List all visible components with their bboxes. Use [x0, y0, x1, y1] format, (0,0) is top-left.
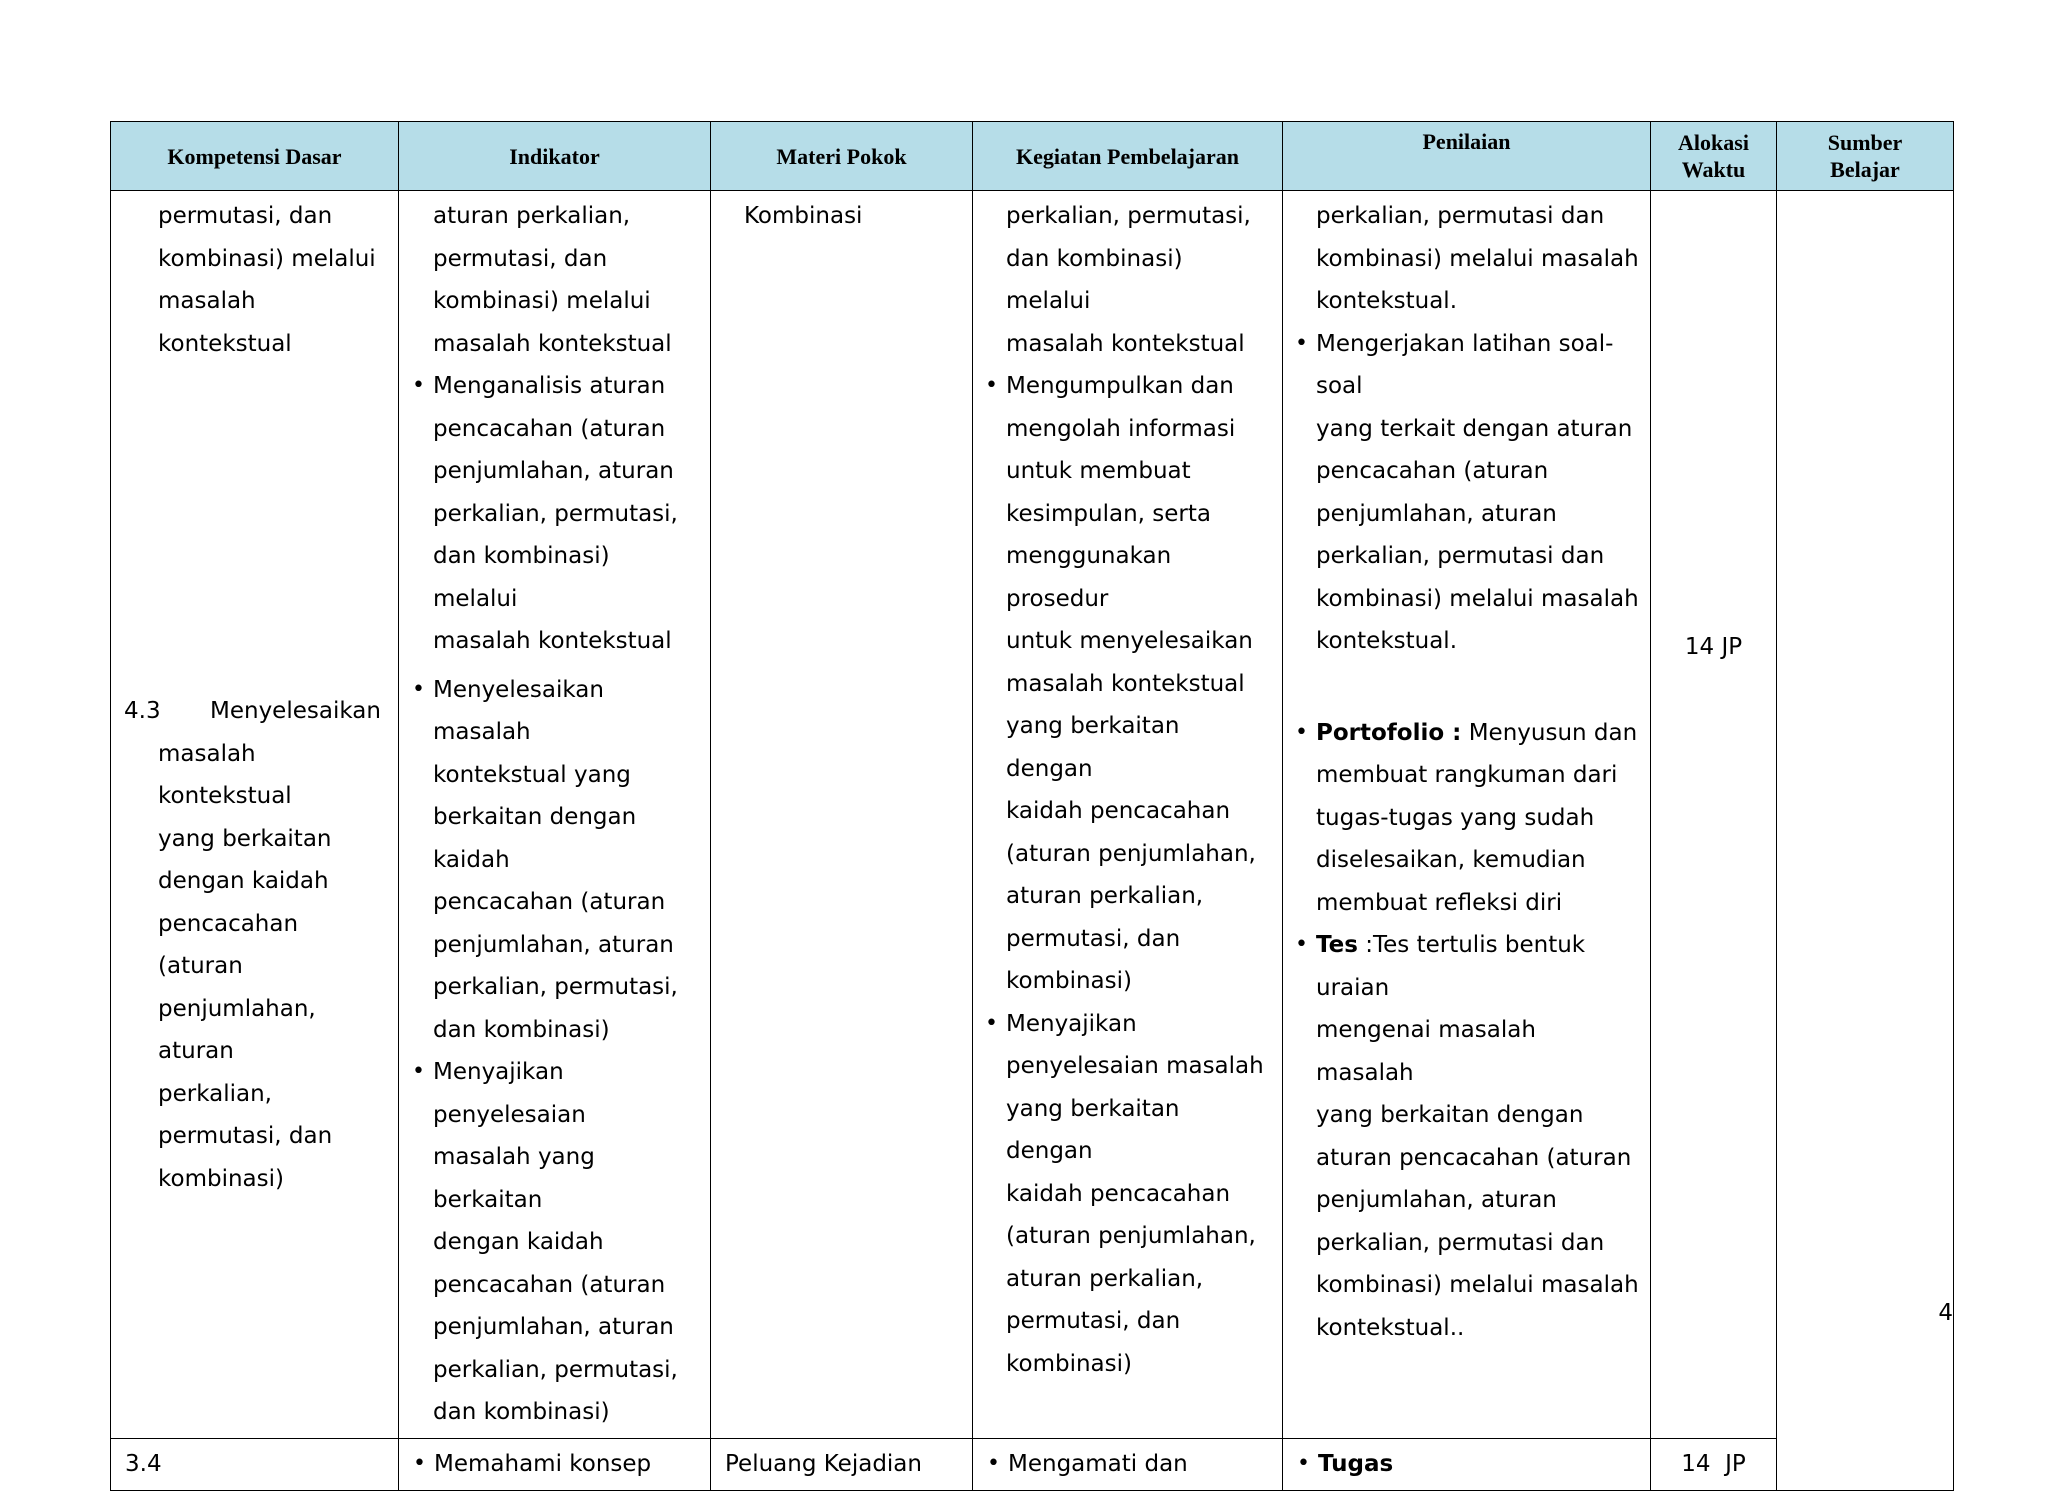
- pen-line: perkalian, permutasi dan: [1316, 1229, 1605, 1256]
- ind-line: pencacahan (aturan: [433, 1271, 666, 1298]
- keg-line: penyelesaian masalah: [1006, 1053, 1264, 1079]
- list-item: [1295, 924, 1640, 1349]
- keg-bullet-list: [985, 365, 1272, 1385]
- header-sumber-belajar: [1777, 122, 1954, 191]
- keg-line: yang berkaitan dengan: [1006, 713, 1180, 782]
- ind-bullet-list: [412, 365, 700, 1434]
- keg-line: mengolah informasi: [1006, 415, 1236, 442]
- pen-line: penjumlahan, aturan: [1316, 500, 1557, 527]
- ind-line: masalah kontekstual: [433, 628, 672, 654]
- portofolio-label: Portofolio :: [1316, 719, 1462, 746]
- ind-line: • Menyelesaikan masalah: [433, 676, 604, 745]
- pen-line: diselesaikan, kemudian: [1316, 847, 1586, 873]
- kd-line: Menyelesaikan: [210, 698, 381, 724]
- cell-penilaian: [1283, 1438, 1651, 1490]
- kd-line: masalah kontekstual: [158, 288, 292, 357]
- keg-line: yang berkaitan dengan: [1006, 1095, 1180, 1164]
- pen-text: Menyusun dan: [1461, 719, 1638, 746]
- pen-line: kombinasi) melalui masalah: [1316, 585, 1639, 612]
- kd-line: permutasi, dan: [158, 203, 333, 229]
- list-item: [412, 669, 700, 1052]
- page-number: 4: [1938, 1300, 1953, 1326]
- kd-line: perkalian,: [158, 1080, 272, 1107]
- kd-4-3: [124, 690, 388, 1200]
- cell-kegiatan-pembelajaran: [973, 191, 1283, 1439]
- keg-continued: [1006, 195, 1272, 365]
- keg-line: aturan perkalian,: [1006, 883, 1204, 909]
- cell-kompetensi-dasar: [111, 1438, 399, 1490]
- keg-line: untuk membuat: [1006, 458, 1191, 484]
- keg-line: • Mengumpulkan dan: [1006, 373, 1234, 399]
- pen-text: :Tes tertulis bentuk uraian: [1316, 932, 1586, 1001]
- materi-text: Kombinasi: [744, 203, 863, 229]
- list-item: [985, 365, 1272, 1003]
- keg-line: kombinasi): [1006, 1350, 1132, 1377]
- header-alokasi-line2: Waktu: [1681, 157, 1746, 182]
- ind-line: perkalian, permutasi,: [433, 1356, 678, 1383]
- cell-penilaian: [1283, 191, 1651, 1439]
- ind-line: kontekstual yang: [433, 761, 631, 788]
- cell-alokasi-waktu: [1651, 1438, 1777, 1490]
- kd-number: 3.4: [125, 1450, 162, 1477]
- pen-line: perkalian, permutasi dan: [1316, 543, 1605, 569]
- cell-sumber-belajar: [1777, 191, 1954, 1491]
- ind-line: • Menyajikan penyelesaian: [433, 1059, 586, 1128]
- keg-line: kaidah pencacahan: [1006, 798, 1231, 824]
- list-item: [1295, 323, 1640, 663]
- header-alokasi-line1: Alokasi: [1678, 130, 1749, 155]
- cell-kegiatan-pembelajaran: [973, 1438, 1283, 1490]
- kd-line: dengan kaidah: [158, 868, 329, 894]
- kd-continued: [158, 195, 388, 365]
- kd-line: masalah kontekstual: [158, 740, 292, 809]
- list-item: [412, 365, 700, 663]
- keg-line: (aturan penjumlahan,: [1006, 1223, 1256, 1249]
- ind-line: masalah yang berkaitan: [433, 1144, 595, 1213]
- list-item: [1295, 712, 1640, 925]
- ind-line: dan kombinasi): [433, 1399, 610, 1425]
- ind-line: kombinasi) melalui: [433, 288, 651, 314]
- ind-line: dengan kaidah: [433, 1229, 604, 1255]
- header-materi-pokok: Materi Pokok: [711, 122, 973, 191]
- keg-line: (aturan penjumlahan,: [1006, 840, 1256, 867]
- list-item: • Mengamati dan: [987, 1443, 1272, 1486]
- ind-line: masalah kontekstual: [433, 330, 672, 357]
- ind-line: penjumlahan, aturan: [433, 458, 674, 484]
- kd-line: pencacahan (aturan: [158, 910, 299, 979]
- pen-line: membuat rangkuman dari: [1316, 762, 1618, 788]
- header-penilaian: Penilaian: [1283, 122, 1651, 191]
- keg-line: untuk menyelesaikan: [1006, 628, 1253, 654]
- ind-line: penjumlahan, aturan: [433, 931, 674, 958]
- cell-materi-pokok: [711, 1438, 973, 1490]
- kd-line: permutasi, dan: [158, 1123, 333, 1149]
- ind-continued: [433, 195, 700, 365]
- pen-line: yang berkaitan dengan: [1316, 1102, 1584, 1128]
- keg-line: masalah kontekstual: [1006, 330, 1245, 357]
- pen-line: • Mengerjakan latihan soal-soal: [1316, 330, 1614, 399]
- syllabus-table: [110, 121, 1954, 1491]
- materi-text: Peluang Kejadian: [725, 1450, 922, 1477]
- pen-line: mengenai masalah masalah: [1316, 1017, 1536, 1086]
- header-kegiatan-pembelajaran: Kegiatan Pembelajaran: [973, 122, 1283, 191]
- kd-line: yang berkaitan: [158, 825, 332, 852]
- cell-kompetensi-dasar: [111, 191, 399, 1439]
- pen-line: [1316, 712, 1640, 755]
- cell-indikator: [399, 191, 711, 1439]
- keg-line: permutasi, dan: [1006, 1308, 1181, 1334]
- ind-line: pencacahan (aturan: [433, 889, 666, 915]
- ind-line: perkalian, permutasi,: [433, 974, 678, 1000]
- keg-line: aturan perkalian,: [1006, 1265, 1204, 1292]
- cell-materi-pokok: [711, 191, 973, 1439]
- kd-line: penjumlahan, aturan: [158, 995, 316, 1064]
- pen-line: kontekstual..: [1316, 1314, 1465, 1341]
- pen-line: kontekstual.: [1316, 628, 1458, 654]
- pen-line: pencacahan (aturan: [1316, 458, 1549, 484]
- pen-line: yang terkait dengan aturan: [1316, 415, 1633, 442]
- ind-line: perkalian, permutasi,: [433, 500, 678, 527]
- pen-line: tugas-tugas yang sudah: [1316, 804, 1595, 831]
- pen-line: perkalian, permutasi dan: [1316, 203, 1605, 229]
- keg-line: menggunakan prosedur: [1006, 543, 1172, 612]
- pen-line: kombinasi) melalui masalah: [1316, 245, 1639, 272]
- pen-line: penjumlahan, aturan: [1316, 1187, 1557, 1213]
- header-alokasi-waktu: [1651, 122, 1777, 191]
- pen-line: [1316, 924, 1640, 1009]
- list-item: [412, 1051, 700, 1434]
- kd-number: 4.3: [124, 698, 161, 724]
- keg-line: permutasi, dan: [1006, 925, 1181, 952]
- alokasi-value: 14 JP: [1684, 634, 1743, 660]
- list-item: • Memahami konsep: [413, 1443, 700, 1486]
- header-indikator: Indikator: [399, 122, 711, 191]
- kd-line: kombinasi): [158, 1165, 284, 1192]
- table-row: [111, 191, 1954, 1439]
- keg-line: kombinasi): [1006, 968, 1132, 994]
- kd-line: kombinasi) melalui: [158, 245, 376, 272]
- ind-line: aturan perkalian,: [433, 203, 631, 229]
- cell-indikator: [399, 1438, 711, 1490]
- pen-bullet-list: [1295, 323, 1640, 1350]
- pen-line: aturan pencacahan (aturan: [1316, 1144, 1632, 1171]
- list-item: [985, 1003, 1272, 1386]
- ind-line: penjumlahan, aturan: [433, 1314, 674, 1340]
- pen-line: kontekstual.: [1316, 288, 1458, 314]
- ind-line: permutasi, dan: [433, 245, 608, 272]
- header-sumber-line2: Belajar: [1830, 157, 1900, 182]
- ind-line: • Menganalisis aturan: [433, 373, 666, 399]
- header-sumber-line1: Sumber: [1827, 130, 1903, 155]
- pen-continued: [1316, 195, 1640, 323]
- pen-line: membuat refleksi diri: [1316, 889, 1563, 916]
- keg-line: perkalian, permutasi,: [1006, 203, 1251, 229]
- ind-line: dan kombinasi) melalui: [433, 543, 610, 612]
- ind-line: berkaitan dengan kaidah: [433, 804, 637, 873]
- keg-line: masalah kontekstual: [1006, 670, 1245, 697]
- keg-line: • Menyajikan: [1006, 1010, 1137, 1037]
- header-row: [111, 122, 1954, 191]
- cell-alokasi-waktu: [1651, 191, 1777, 1439]
- alokasi-value: 14 JP: [1681, 1450, 1746, 1477]
- header-kompetensi-dasar: Kompetensi Dasar: [111, 122, 399, 191]
- ind-line: pencacahan (aturan: [433, 415, 666, 442]
- keg-line: kaidah pencacahan: [1006, 1180, 1231, 1207]
- tes-label: Tes: [1316, 932, 1358, 958]
- ind-line: dan kombinasi): [433, 1016, 610, 1043]
- tugas-label: Tugas: [1318, 1450, 1394, 1477]
- pen-line: kombinasi) melalui masalah: [1316, 1272, 1639, 1298]
- keg-line: kesimpulan, serta: [1006, 500, 1211, 527]
- table-row: [111, 1438, 1954, 1490]
- keg-line: dan kombinasi) melalui: [1006, 245, 1183, 314]
